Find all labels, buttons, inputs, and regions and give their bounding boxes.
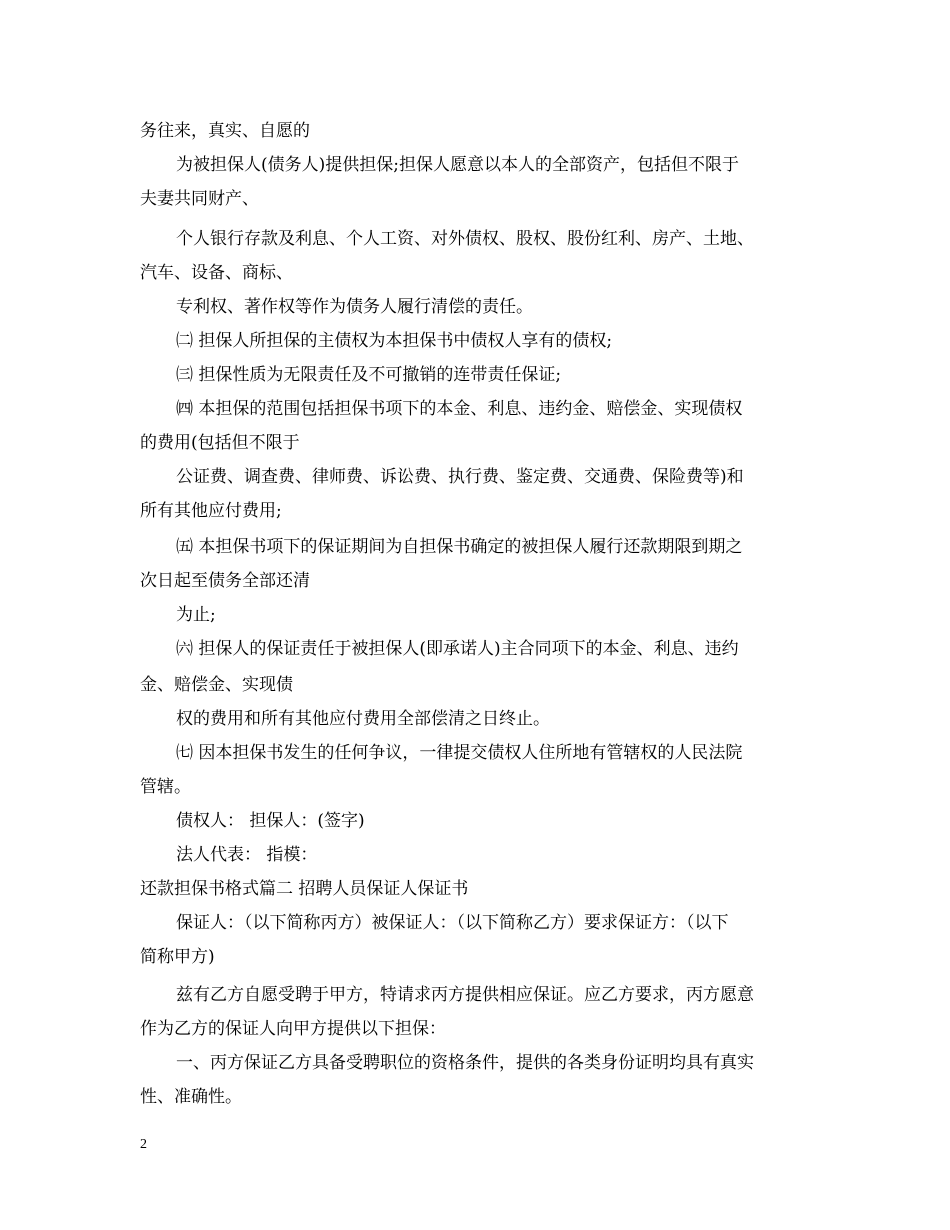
text-line: 为被担保人(债务人)提供担保;担保人愿意以本人的全部资产，包括但不限于 xyxy=(176,155,739,175)
text-line: 个人银行存款及利息、个人工资、对外债权、股权、股份红利、房产、土地、 xyxy=(176,229,754,249)
text-line: 管辖。 xyxy=(140,777,191,797)
text-line: 简称甲方) xyxy=(140,947,215,967)
text-line: 为止; xyxy=(176,605,216,625)
text-line: ㈢ 担保性质为无限责任及不可撤销的连带责任保证; xyxy=(176,365,562,385)
text-line: 债权人： 担保人：(签字) xyxy=(176,811,365,831)
text-line: ㈡ 担保人所担保的主债权为本担保书中债权人享有的债权; xyxy=(176,331,613,351)
text-line: ㈦ 因本担保书发生的任何争议，一律提交债权人住所地有管辖权的人民法院 xyxy=(176,743,743,763)
text-line: 专利权、著作权等作为债务人履行清偿的责任。 xyxy=(176,297,533,317)
text-line: 保证人：（以下简称丙方）被保证人：（以下简称乙方）要求保证方：（以下 xyxy=(176,913,729,933)
text-line: 的费用(包括但不限于 xyxy=(140,433,300,453)
text-line: ㈣ 本担保的范围包括担保书项下的本金、利息、违约金、赔偿金、实现债权 xyxy=(176,399,743,419)
page-number: 2 xyxy=(140,1137,147,1152)
text-line: 法人代表： 指模： xyxy=(176,845,318,865)
text-line: 还款担保书格式篇二 招聘人员保证人保证书 xyxy=(140,879,469,899)
text-line: 次日起至债务全部还清 xyxy=(140,571,310,591)
text-line: 汽车、设备、商标、 xyxy=(140,263,293,283)
text-line: 兹有乙方自愿受聘于甲方，特请求丙方提供相应保证。应乙方要求，丙方愿意 xyxy=(176,985,754,1005)
text-line: 夫妻共同财产、 xyxy=(140,189,259,209)
text-line: 权的费用和所有其他应付费用全部偿清之日终止。 xyxy=(176,709,550,729)
text-line: ㈤ 本担保书项下的保证期间为自担保书确定的被担保人履行还款期限到期之 xyxy=(176,537,743,557)
text-line: 所有其他应付费用; xyxy=(140,501,282,521)
text-line: 一、丙方保证乙方具备受聘职位的资格条件，提供的各类身份证明均具有真实 xyxy=(176,1053,754,1073)
text-line: 作为乙方的保证人向甲方提供以下担保： xyxy=(140,1019,446,1039)
text-line: 务往来，真实、自愿的 xyxy=(140,121,310,141)
text-line: ㈥ 担保人的保证责任于被担保人(即承诺人)主合同项下的本金、利息、违约 xyxy=(176,639,739,659)
text-line: 公证费、调查费、律师费、诉讼费、执行费、鉴定费、交通费、保险费等)和 xyxy=(176,467,744,487)
text-line: 性、准确性。 xyxy=(140,1087,242,1107)
text-line: 金、赔偿金、实现债 xyxy=(140,675,293,695)
